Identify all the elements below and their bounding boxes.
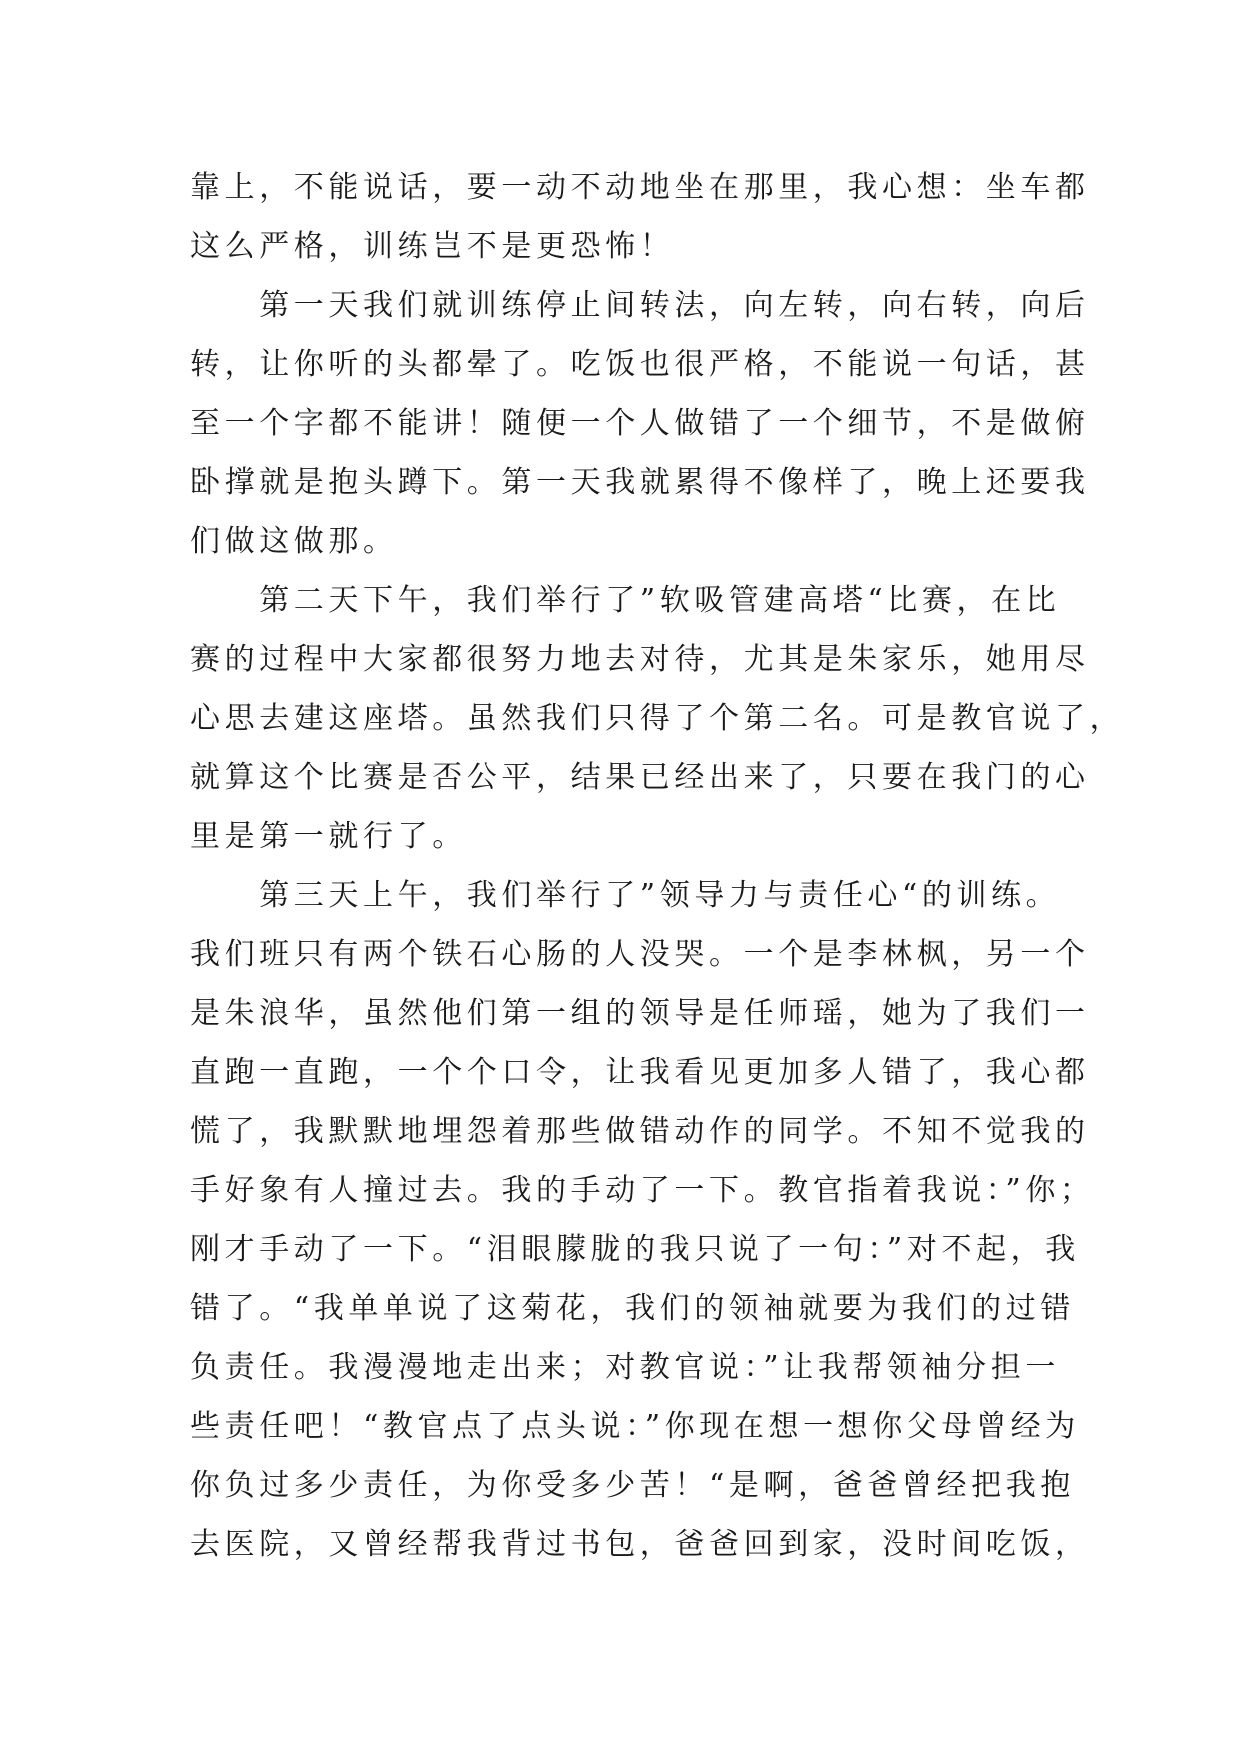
text-line: 心思去建这座塔。虽然我们只得了个第二名。可是教官说了， <box>190 701 1125 736</box>
text-line: 们做这做那。 <box>190 524 398 559</box>
text-line: 里是第一就行了。 <box>190 819 467 854</box>
text-line: 至一个字都不能讲！随便一个人做错了一个细节，不是做俯 <box>190 406 1090 441</box>
text-line: 错了。“我单单说了这菊花，我们的领袖就要为我们的过错 <box>190 1291 1075 1326</box>
text-line: 是朱浪华，虽然他们第一组的领导是任师瑶，她为了我们一 <box>190 996 1090 1031</box>
text-line: 就算这个比赛是否公平，结果已经出来了，只要在我门的心 <box>190 760 1090 795</box>
text-line: 负责任。我漫漫地走出来；对教官说：”让我帮领袖分担一 <box>190 1350 1060 1385</box>
text-line: 慌了，我默默地埋怨着那些做错动作的同学。不知不觉我的 <box>190 1114 1090 1149</box>
text-line: 第一天我们就训练停止间转法，向左转，向右转，向后 <box>190 288 1090 323</box>
text-line: 去医院，又曾经帮我背过书包，爸爸回到家，没时间吃饭， <box>190 1527 1090 1562</box>
text-line: 直跑一直跑，一个个口令，让我看见更加多人错了，我心都 <box>190 1055 1090 1090</box>
text-line: 转，让你听的头都晕了。吃饭也很严格，不能说一句话，甚 <box>190 347 1090 382</box>
text-line: 手好象有人撞过去。我的手动了一下。教官指着我说：”你； <box>190 1173 1095 1208</box>
text-line: 刚才手动了一下。“泪眼朦胧的我只说了一句：”对不起，我 <box>190 1232 1080 1267</box>
text-line: 赛的过程中大家都很努力地去对待，尤其是朱家乐，她用尽 <box>190 642 1090 677</box>
text-line: 这么严格，训练岂不是更恐怖！ <box>190 229 675 264</box>
text-line: 第三天上午，我们举行了”领导力与责任心“的训练。 <box>190 878 1061 913</box>
text-line: 第二天下午，我们举行了”软吸管建高塔“比赛，在比 <box>190 583 1061 618</box>
text-line: 些责任吧！“教官点了点头说：”你现在想一想你父母曾经为 <box>190 1409 1080 1444</box>
essay-text <box>190 158 1125 1574</box>
text-line: 卧撑就是抱头蹲下。第一天我就累得不像样了，晚上还要我 <box>190 465 1090 500</box>
text-line: 我们班只有两个铁石心肠的人没哭。一个是李林枫，另一个 <box>190 937 1090 972</box>
text-line: 靠上，不能说话，要一动不动地坐在那里，我心想：坐车都 <box>190 170 1090 205</box>
text-line: 你负过多少责任，为你受多少苦！“是啊，爸爸曾经把我抱 <box>190 1468 1075 1503</box>
